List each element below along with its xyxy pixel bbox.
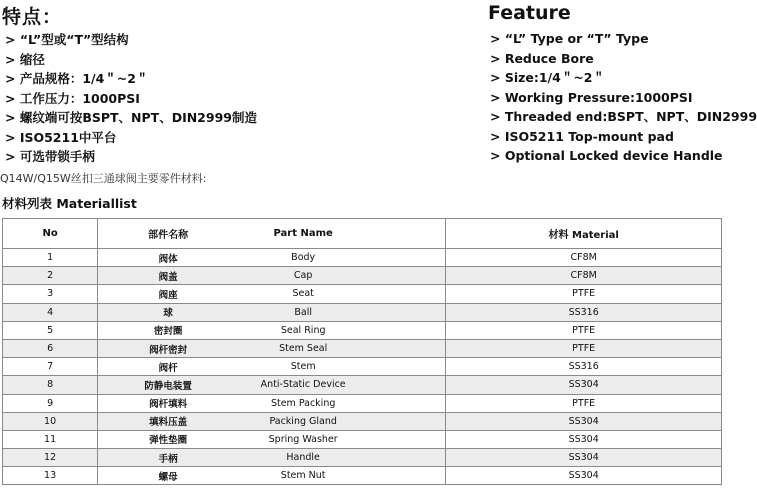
- table-row: [3, 449, 722, 467]
- cell-part-name-cn: 阀盖: [158, 271, 178, 283]
- table-body: [3, 249, 722, 485]
- cell-part-name-en: Ball: [294, 306, 312, 318]
- cell-part-name: [98, 285, 446, 303]
- cell-part-name: [98, 412, 446, 430]
- cell-no: 10: [3, 412, 98, 430]
- feature-item-en: > Size:1/4＂~2＂: [490, 70, 605, 85]
- cell-part-name-cn: 填料压盖: [149, 417, 188, 429]
- cell-no: 3: [3, 285, 98, 303]
- table-row: [3, 376, 722, 394]
- header-no: No: [3, 219, 98, 249]
- cell-part-name: [98, 267, 446, 285]
- cell-part-name: [98, 249, 446, 267]
- cell-material: SS304: [446, 467, 722, 485]
- table-row: [3, 285, 722, 303]
- cell-material: SS304: [446, 376, 722, 394]
- cell-part-name: [98, 339, 446, 357]
- feature-item-cn: > ISO5211中平台: [5, 129, 117, 145]
- cell-part-name-cn: 手柄: [158, 453, 178, 465]
- cell-part-name-cn: 阀座: [158, 289, 178, 301]
- cell-part-name-en: Handle: [286, 452, 320, 464]
- cell-part-name-en: Spring Washer: [268, 433, 338, 445]
- feature-item-cn: > 缩径: [5, 51, 45, 67]
- cell-part-name-en: Seal Ring: [280, 324, 326, 336]
- cell-material: CF8M: [446, 249, 722, 267]
- cell-part-name: [98, 467, 446, 485]
- feature-item-cn: > 可选带锁手柄: [5, 149, 95, 164]
- feature-item-cn: > “L”型或“T”型结构: [5, 32, 129, 47]
- cell-part-name: [98, 303, 446, 321]
- feature-item-en: > “L” Type or “T” Type: [490, 31, 649, 46]
- table-row: [3, 249, 722, 267]
- cell-material: SS316: [446, 358, 722, 376]
- feature-item-en: > Threaded end:BSPT、NPT、DIN2999: [490, 109, 757, 124]
- cell-no: 1: [3, 249, 98, 267]
- cell-part-name: [98, 449, 446, 467]
- header-part-name-cn: 部件名称: [148, 230, 189, 241]
- cell-part-name: [98, 321, 446, 339]
- cell-no: 4: [3, 303, 98, 321]
- features-list-cn: [5, 30, 257, 167]
- cell-part-name-en: Anti-Static Device: [260, 379, 346, 391]
- feature-item-cn: > 产品规格：1/4＂~2＂: [5, 71, 149, 86]
- feature-item-en: > Reduce Bore: [490, 50, 594, 66]
- header-part-name: [98, 219, 446, 249]
- cell-no: 6: [3, 339, 98, 357]
- cell-material: PTFE: [446, 339, 722, 357]
- cell-material: PTFE: [446, 321, 722, 339]
- cell-part-name-en: Seat: [292, 288, 314, 300]
- cell-no: 12: [3, 449, 98, 467]
- header-material: 材料 Material: [446, 219, 722, 249]
- cell-no: 9: [3, 394, 98, 412]
- table-row: [3, 303, 722, 321]
- table-row: [3, 394, 722, 412]
- header-part-name-en: Part Name: [273, 228, 333, 239]
- features-heading-cn: 特点：: [2, 6, 63, 28]
- table-header-row: [3, 219, 722, 249]
- material-table: [2, 218, 722, 485]
- cell-part-name-cn: 阀杆密封: [149, 344, 188, 356]
- cell-material: SS316: [446, 303, 722, 321]
- feature-item-en: > Working Pressure:1000PSI: [490, 89, 693, 105]
- cell-no: 2: [3, 267, 98, 285]
- cell-part-name-en: Stem: [290, 361, 316, 373]
- cell-no: 8: [3, 376, 98, 394]
- intro-text: Q14W/Q15W丝扣三通球阀主要零件材料:: [0, 172, 207, 185]
- features-list-en: [490, 29, 757, 166]
- cell-part-name-en: Packing Gland: [269, 415, 337, 427]
- cell-no: 7: [3, 358, 98, 376]
- cell-part-name-cn: 阀体: [158, 253, 178, 265]
- cell-part-name: [98, 394, 446, 412]
- cell-part-name-en: Stem Seal: [279, 343, 328, 355]
- cell-part-name-cn: 弹性垫圈: [149, 435, 188, 447]
- cell-part-name: [98, 376, 446, 394]
- table-row: [3, 339, 722, 357]
- cell-material: PTFE: [446, 285, 722, 303]
- cell-part-name-en: Body: [291, 252, 316, 264]
- table-row: [3, 412, 722, 430]
- table-row: [3, 358, 722, 376]
- cell-no: 13: [3, 467, 98, 485]
- table-row: [3, 467, 722, 485]
- features-heading-en: Feature: [488, 2, 571, 24]
- cell-material: SS304: [446, 449, 722, 467]
- cell-part-name-en: Stem Nut: [280, 470, 326, 482]
- table-title: 材料列表 Materiallist: [2, 196, 137, 211]
- cell-part-name-cn: 球: [163, 308, 173, 320]
- cell-no: 11: [3, 430, 98, 448]
- feature-item-en: > ISO5211 Top-mount pad: [490, 128, 674, 144]
- cell-part-name-en: Stem Packing: [270, 397, 336, 409]
- cell-no: 5: [3, 321, 98, 339]
- cell-part-name: [98, 430, 446, 448]
- feature-item-cn: > 螺纹端可按BSPT、NPT、DIN2999制造: [5, 110, 257, 125]
- cell-part-name-cn: 阀杆填料: [149, 399, 188, 411]
- cell-part-name-cn: 防静电装置: [144, 380, 192, 392]
- cell-material: SS304: [446, 430, 722, 448]
- cell-part-name-cn: 螺母: [158, 471, 178, 483]
- cell-part-name-cn: 阀杆: [158, 362, 178, 374]
- table-row: [3, 321, 722, 339]
- cell-part-name-cn: 密封圈: [153, 326, 183, 338]
- feature-item-cn: > 工作压力：1000PSI: [5, 90, 140, 106]
- cell-material: CF8M: [446, 267, 722, 285]
- cell-material: PTFE: [446, 394, 722, 412]
- cell-part-name-en: Cap: [293, 270, 313, 282]
- cell-part-name: [98, 358, 446, 376]
- cell-material: SS304: [446, 412, 722, 430]
- table-row: [3, 430, 722, 448]
- table-row: [3, 267, 722, 285]
- feature-item-en: > Optional Locked device Handle: [490, 148, 723, 163]
